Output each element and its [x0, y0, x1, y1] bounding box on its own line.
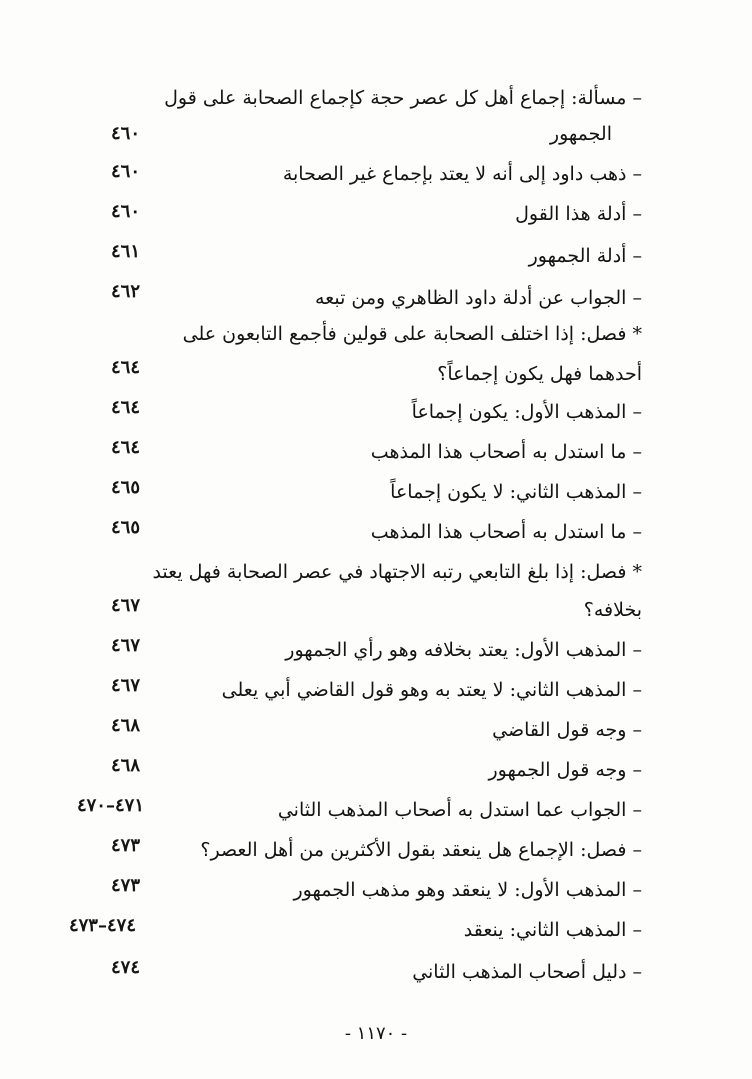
toc-entry-text: – المذهب الثاني: ينعقد [463, 919, 642, 941]
toc-page-number: ٤٦٨ [110, 755, 140, 776]
toc-page-number: ٤٧٣ [110, 875, 140, 896]
toc-entry-text: – ما استدل به أصحاب هذا المذهب [370, 441, 642, 463]
toc-page-number: ٤٦٧ [110, 675, 140, 696]
toc-page-number: ٤٦٢ [110, 281, 140, 302]
toc-entry-text: – وجه قول القاضي [492, 719, 642, 741]
toc-page-number: ٤٧١–٤٧٠ [76, 795, 144, 816]
toc-entry-text: – ذهب داود إلى أنه لا يعتد بإجماع غير الصحابة [282, 163, 642, 185]
toc-entry-text: – مسألة: إجماع أهل كل عصر حجة كإجماع الصحابة على قول [164, 87, 642, 109]
toc-page-number: ٤٦٧ [110, 635, 140, 656]
toc-entry-text: – المذهب الثاني: لا يكون إجماعاً [390, 481, 642, 503]
toc-entry-text: – وجه قول الجمهور [488, 759, 642, 781]
toc-page-number: ٤٧٤ [110, 957, 140, 978]
toc-page-number: ٤٦٨ [110, 715, 140, 736]
toc-page-number: ٤٦٠ [110, 123, 140, 144]
page-folio-number: - ١١٧٠ - [344, 1023, 408, 1044]
toc-entry-text: – دليل أصحاب المذهب الثاني [412, 961, 642, 983]
toc-page-number: ٤٦٤ [110, 437, 140, 458]
toc-entry-text-continued: بخلافه؟ [583, 599, 642, 621]
toc-entry-text: – أدلة الجمهور [528, 245, 642, 267]
toc-page-number: ٤٦٥ [110, 477, 140, 498]
toc-page-number: ٤٦٤ [110, 397, 140, 418]
toc-page-number: ٤٦٠ [110, 201, 140, 222]
toc-entry-text: – المذهب الثاني: لا يعتد به وهو قول القاضي أبي يعلى [221, 679, 642, 701]
toc-entry-text: – أدلة هذا القول [515, 203, 642, 225]
toc-entry-text: – فصل: الإجماع هل ينعقد بقول الأكثرين من أهل العصر؟ [200, 839, 642, 861]
toc-entry-text: * فصل: إذا بلغ التابعي رتبه الاجتهاد في عصر الصحابة فهل يعتد [152, 561, 642, 583]
toc-page-number: ٤٦٤ [110, 357, 140, 378]
toc-page-number: ٤٦٥ [110, 517, 140, 538]
toc-page-number: ٤٧٤–٤٧٣ [68, 915, 136, 936]
toc-entry-text: – المذهب الأول: يعتد بخلافه وهو رأي الجمهور [285, 639, 642, 661]
toc-page-number: ٤٦١ [110, 241, 140, 262]
toc-entry-text-continued: أحدهما فهل يكون إجماعاً؟ [437, 363, 642, 385]
toc-entry-text: – المذهب الأول: يكون إجماعاً [411, 401, 642, 423]
toc-page-number: ٤٦٧ [110, 595, 140, 616]
toc-entry-text: – المذهب الأول: لا ينعقد وهو مذهب الجمهور [293, 879, 642, 901]
toc-page-number: ٤٧٣ [110, 835, 140, 856]
toc-entry-text: – الجواب عما استدل به أصحاب المذهب الثاني [277, 799, 642, 821]
toc-entry-text: – ما استدل به أصحاب هذا المذهب [370, 521, 642, 543]
toc-page-number: ٤٦٠ [110, 161, 140, 182]
toc-entry-text-continued: الجمهور [549, 123, 612, 145]
toc-entry-text: * فصل: إذا اختلف الصحابة على قولين فأجمع التابعون على [182, 323, 642, 345]
toc-entry-text: – الجواب عن أدلة داود الظاهري ومن تبعه [315, 287, 642, 309]
